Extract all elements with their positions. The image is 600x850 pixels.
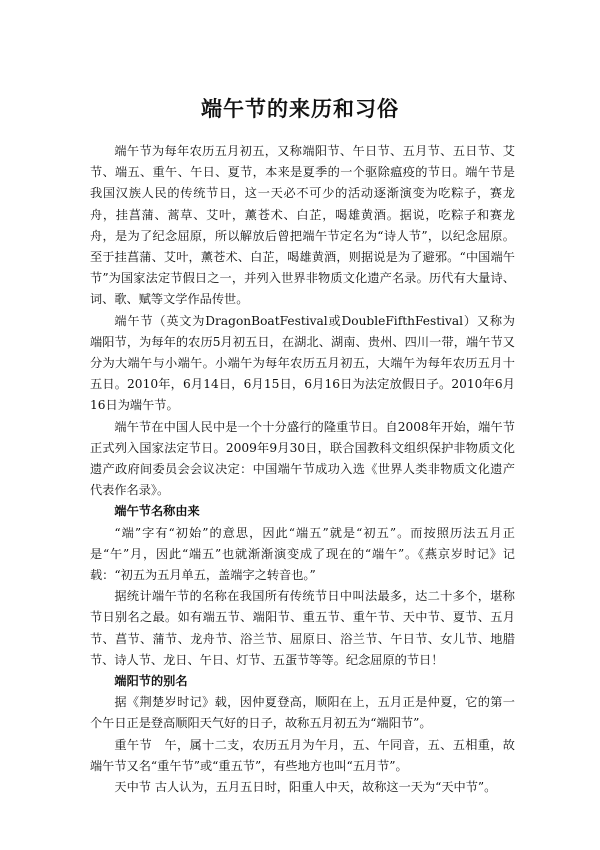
section-heading-alias: 端阳节的别名	[114, 674, 188, 689]
name-origin-paragraph-1: “端”字有“初始”的意思，因此“端五”就是“初五”。而按照历法五月正是“午”月，因此“端五”也就渐渐演变成了现在的“端午”。《燕京岁时记》记载：“初五为五月单五，盖端字之转音也。”	[90, 525, 515, 583]
alias-paragraph-3: 天中节 古人认为，五月五日时，阳重人中天，故称这一天为“天中节”。	[114, 780, 497, 795]
section-heading-name-origin: 端午节名称由来	[114, 504, 200, 519]
intro-paragraph-2: 端午节（英文为DragonBoatFestival或DoubleFifthFestival）又称为端阳节，为每年的农历5月初五日，在湖北、湖南、贵州、四川一带，端午节又分为大端午与小端午。小端午为每年农历五月初五，大端午为每年农历五月十五日。2010年，6月14日，6月15日，6月16日为法定放假日子。2010年6月16日为端午节。	[90, 313, 515, 413]
intro-paragraph-1: 端午节为每年农历五月初五，又称端阳节、午日节、五月节、五日节、艾节、端五、重午、午日、夏节，本来是夏季的一个驱除瘟疫的节日。端午节是我国汉族人民的传统节日，这一天必不可少的活动逐渐演变为吃粽子，赛龙舟，挂菖蒲、蒿草、艾叶，薰苍术、白芷，喝雄黄酒。据说，吃粽子和赛龙舟，是为了纪念屈原，所以解放后曾把端午节定名为“诗人节”，以纪念屈原。至于挂菖蒲、艾叶，薰苍术、白芷，喝雄黄酒，则据说是为了避邪。“中国端午节”为国家法定节假日之一，并列入世界非物质文化遗产名录。历代有大量诗、词、歌、赋等文学作品传世。	[90, 144, 515, 307]
name-origin-paragraph-2: 据统计端午节的名称在我国所有传统节日中叫法最多，达二十多个，堪称节日别名之最。如有端五节、端阳节、重五节、重午节、天中节、夏节、五月节、菖节、蒲节、龙舟节、浴兰节、屈原日、浴兰节、午日节、女儿节、地腊节、诗人节、龙日、午日、灯节、五蛋节等等。纪念屈原的节日！	[90, 589, 515, 667]
document-body	[90, 141, 515, 798]
alias-paragraph-2: 重午节 午，属十二支，农历五月为午月，五、午同音，五、五相重，故端午节又名“重午节”或“重五节”，有些地方也叫“五月节”。	[90, 737, 515, 773]
document-title: 端午节的来历和习俗	[201, 97, 399, 121]
alias-paragraph-1: 据《荆楚岁时记》载，因仲夏登高，顺阳在上，五月正是仲夏，它的第一个午日正是登高顺阳天气好的日子，故称五月初五为“端阳节”。	[90, 695, 515, 731]
intro-paragraph-3: 端午节在中国人民中是一个十分盛行的隆重节日。自2008年开始，端午节正式列入国家法定节日。2009年9月30日，联合国教科文组织保护非物质文化遗产政府间委员会会议决定：中国端午节成功入选《世界人类非物质文化遗产代表作名录》。	[90, 419, 515, 498]
